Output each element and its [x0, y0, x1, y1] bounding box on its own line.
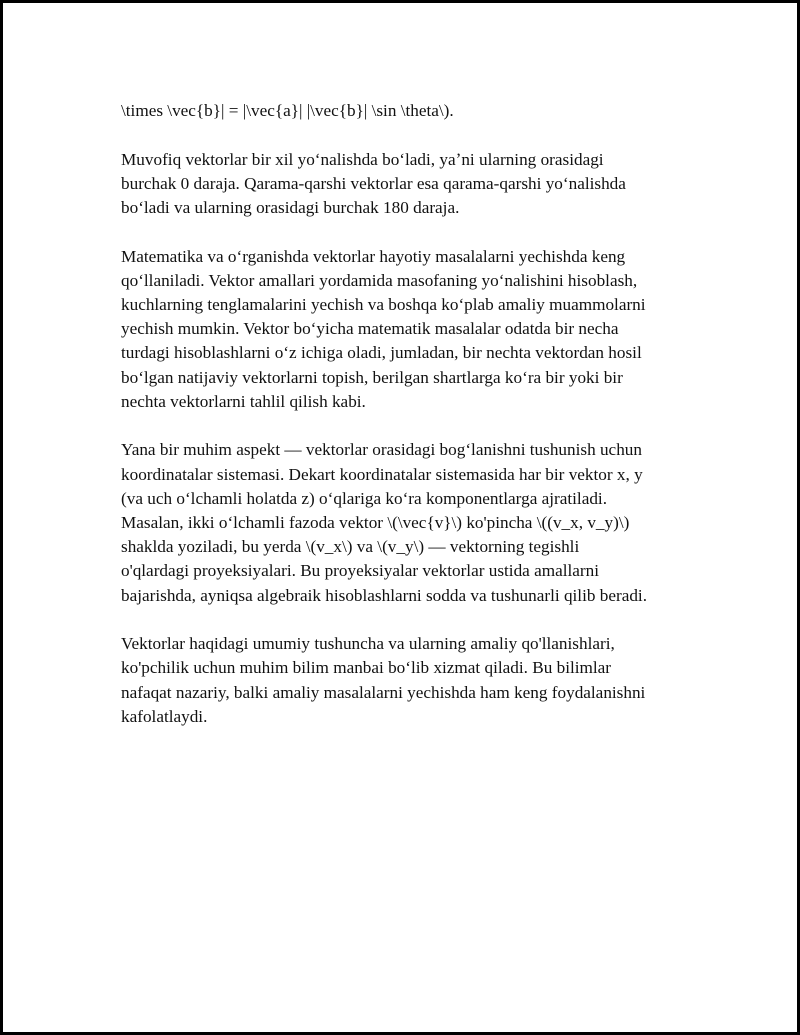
- text-line: nafaqat nazariy, balki amaliy masalalarni yechishda ham keng foydalanishni: [121, 682, 646, 702]
- text-line: kafolatlaydi.: [121, 706, 208, 726]
- text-line: Yana bir muhim aspekt — vektorlar orasidagi bogʻlanishni tushunish uchun: [121, 440, 642, 460]
- text-line: Muvofiq vektorlar bir xil yoʻnalishda boʻladi, yaʼni ularning orasidagi: [121, 149, 604, 169]
- text-line: yechish mumkin. Vektor boʻyicha matematik masalalar odatda bir necha: [121, 319, 619, 339]
- text-line: ko'pchilik uchun muhim bilim manbai boʻlib xizmat qiladi. Bu bilimlar: [121, 658, 612, 678]
- paragraph-formula-tail: [121, 99, 711, 123]
- text-line: shaklda yoziladi, bu yerda \(v_x\) va \(v_y\) — vektorning tegishli: [121, 537, 580, 557]
- text-line: (va uch oʻlchamli holatda z) oʻqlariga koʻra komponentlarga ajratiladi.: [121, 488, 607, 508]
- text-line: turdagi hisoblashlarni oʻz ichiga oladi, jumladan, bir nechta vektordan hosil: [121, 343, 642, 363]
- document-body: [121, 99, 711, 753]
- text-line: koordinatalar sistemasi. Dekart koordinatalar sistemasida har bir vektor x, y: [121, 464, 643, 484]
- text-line: kuchlarning tenglamalarini yechish va boshqa koʻplab amaliy muammolarni: [121, 295, 646, 314]
- text-line: bajarishda, ayniqsa algebraik hisoblashlarni sodda va tushunarli qilib beradi.: [121, 585, 647, 605]
- paragraph-parallel-vectors: [121, 148, 711, 221]
- paragraph-applications: [121, 245, 711, 414]
- text-line: \times \vec{b}| = |\vec{a}| |\vec{b}| \sin \theta\).: [121, 101, 454, 120]
- text-line: nechta vektorlarni tahlil qilish kabi.: [121, 391, 366, 411]
- text-line: qoʻllaniladi. Vektor amallari yordamida masofaning yoʻnalishini hisoblash,: [121, 270, 638, 290]
- text-line: boʻlgan natijaviy vektorlarni topish, berilgan shartlarga koʻra bir yoki bir: [121, 367, 623, 387]
- text-line: boʻladi va ularning orasidagi burchak 180 daraja.: [121, 198, 460, 217]
- paragraph-coordinates: [121, 438, 711, 607]
- text-line: o'qlardagi proyeksiyalari. Bu proyeksiyalar vektorlar ustida amallarni: [121, 561, 599, 581]
- text-line: Vektorlar haqidagi umumiy tushuncha va ularning amaliy qo'llanishlari,: [121, 634, 615, 654]
- text-line: Matematika va oʻrganishda vektorlar hayotiy masalalarni yechishda keng: [121, 246, 626, 266]
- text-line: burchak 0 daraja. Qarama-qarshi vektorlar esa qarama-qarshi yoʻnalishda: [121, 173, 626, 193]
- paragraph-conclusion: [121, 632, 711, 729]
- text-line: Masalan, ikki oʻlchamli fazoda vektor \(\vec{v}\) ko'pincha \((v_x, v_y)\): [121, 513, 630, 533]
